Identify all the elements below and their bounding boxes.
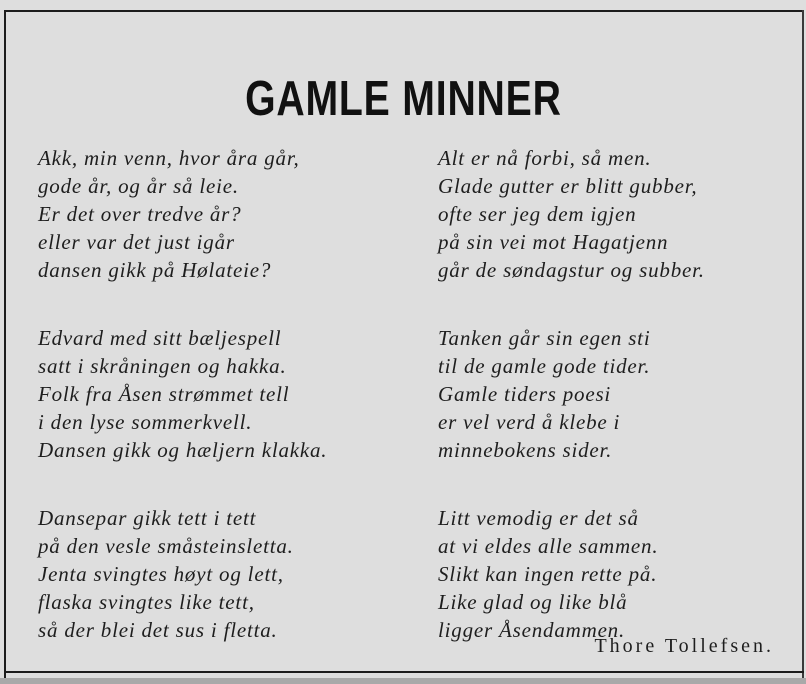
poem-line: eller var det just igår	[38, 230, 235, 254]
poem-line: flaska svingtes like tett,	[38, 590, 255, 614]
poem-line: på sin vei mot Hagatjenn	[438, 230, 669, 254]
poem-line: Like glad og like blå	[438, 590, 628, 614]
poem-line: Jenta svingtes høyt og lett,	[38, 562, 284, 586]
poem-line: dansen gikk på Hølateie?	[38, 258, 272, 282]
poem-line: til de gamle gode tider.	[438, 354, 651, 378]
poem-line: Glade gutter er blitt gubber,	[438, 174, 698, 198]
top-border-rule	[4, 10, 804, 12]
poem-right-column	[438, 144, 705, 684]
poem-line: Gamle tiders poesi	[438, 382, 612, 406]
poem-left-column	[38, 144, 327, 684]
poem-line: ofte ser jeg dem igjen	[438, 202, 637, 226]
poem-title: GAMLE MINNER	[245, 71, 562, 126]
poem-line: er vel verd å klebe i	[438, 410, 621, 434]
poem-line: satt i skråningen og hakka.	[38, 354, 287, 378]
stanza	[438, 144, 705, 284]
poem-line: så der blei det sus i fletta.	[38, 618, 278, 642]
stanza	[38, 324, 327, 464]
poem-line: Folk fra Åsen strømmet tell	[38, 382, 290, 406]
poem-line: ligger Åsendammen.	[438, 618, 626, 642]
poem-line: i den lyse sommerkvell.	[38, 410, 253, 434]
poem-line: Akk, min venn, hvor åra går,	[38, 146, 300, 170]
stanza	[438, 504, 705, 644]
poem-line: Slikt kan ingen rette på.	[438, 562, 658, 586]
left-border-rule	[4, 10, 6, 678]
poem-line: Dansepar gikk tett i tett	[38, 506, 257, 530]
poem-line: går de søndagstur og subber.	[438, 258, 705, 282]
stanza	[38, 144, 327, 284]
poem-line: Tanken går sin egen sti	[438, 326, 651, 350]
stanza	[38, 504, 327, 644]
poem-line: på den vesle småsteinsletta.	[38, 534, 294, 558]
poem-line: gode år, og år så leie.	[38, 174, 239, 198]
right-border-rule	[802, 10, 804, 678]
poem-line: Dansen gikk og hæljern klakka.	[38, 438, 328, 462]
poem-line: Litt vemodig er det så	[438, 506, 639, 530]
poem-line: Er det over tredve år?	[38, 202, 242, 226]
author-signature: Thore Tollefsen.	[594, 635, 774, 657]
poem-line: minnebokens sider.	[438, 438, 613, 462]
poem-line: at vi eldes alle sammen.	[438, 534, 659, 558]
poem-line: Edvard med sitt bæljespell	[38, 326, 282, 350]
poem-line: Alt er nå forbi, så men.	[438, 146, 652, 170]
stanza	[438, 324, 705, 464]
